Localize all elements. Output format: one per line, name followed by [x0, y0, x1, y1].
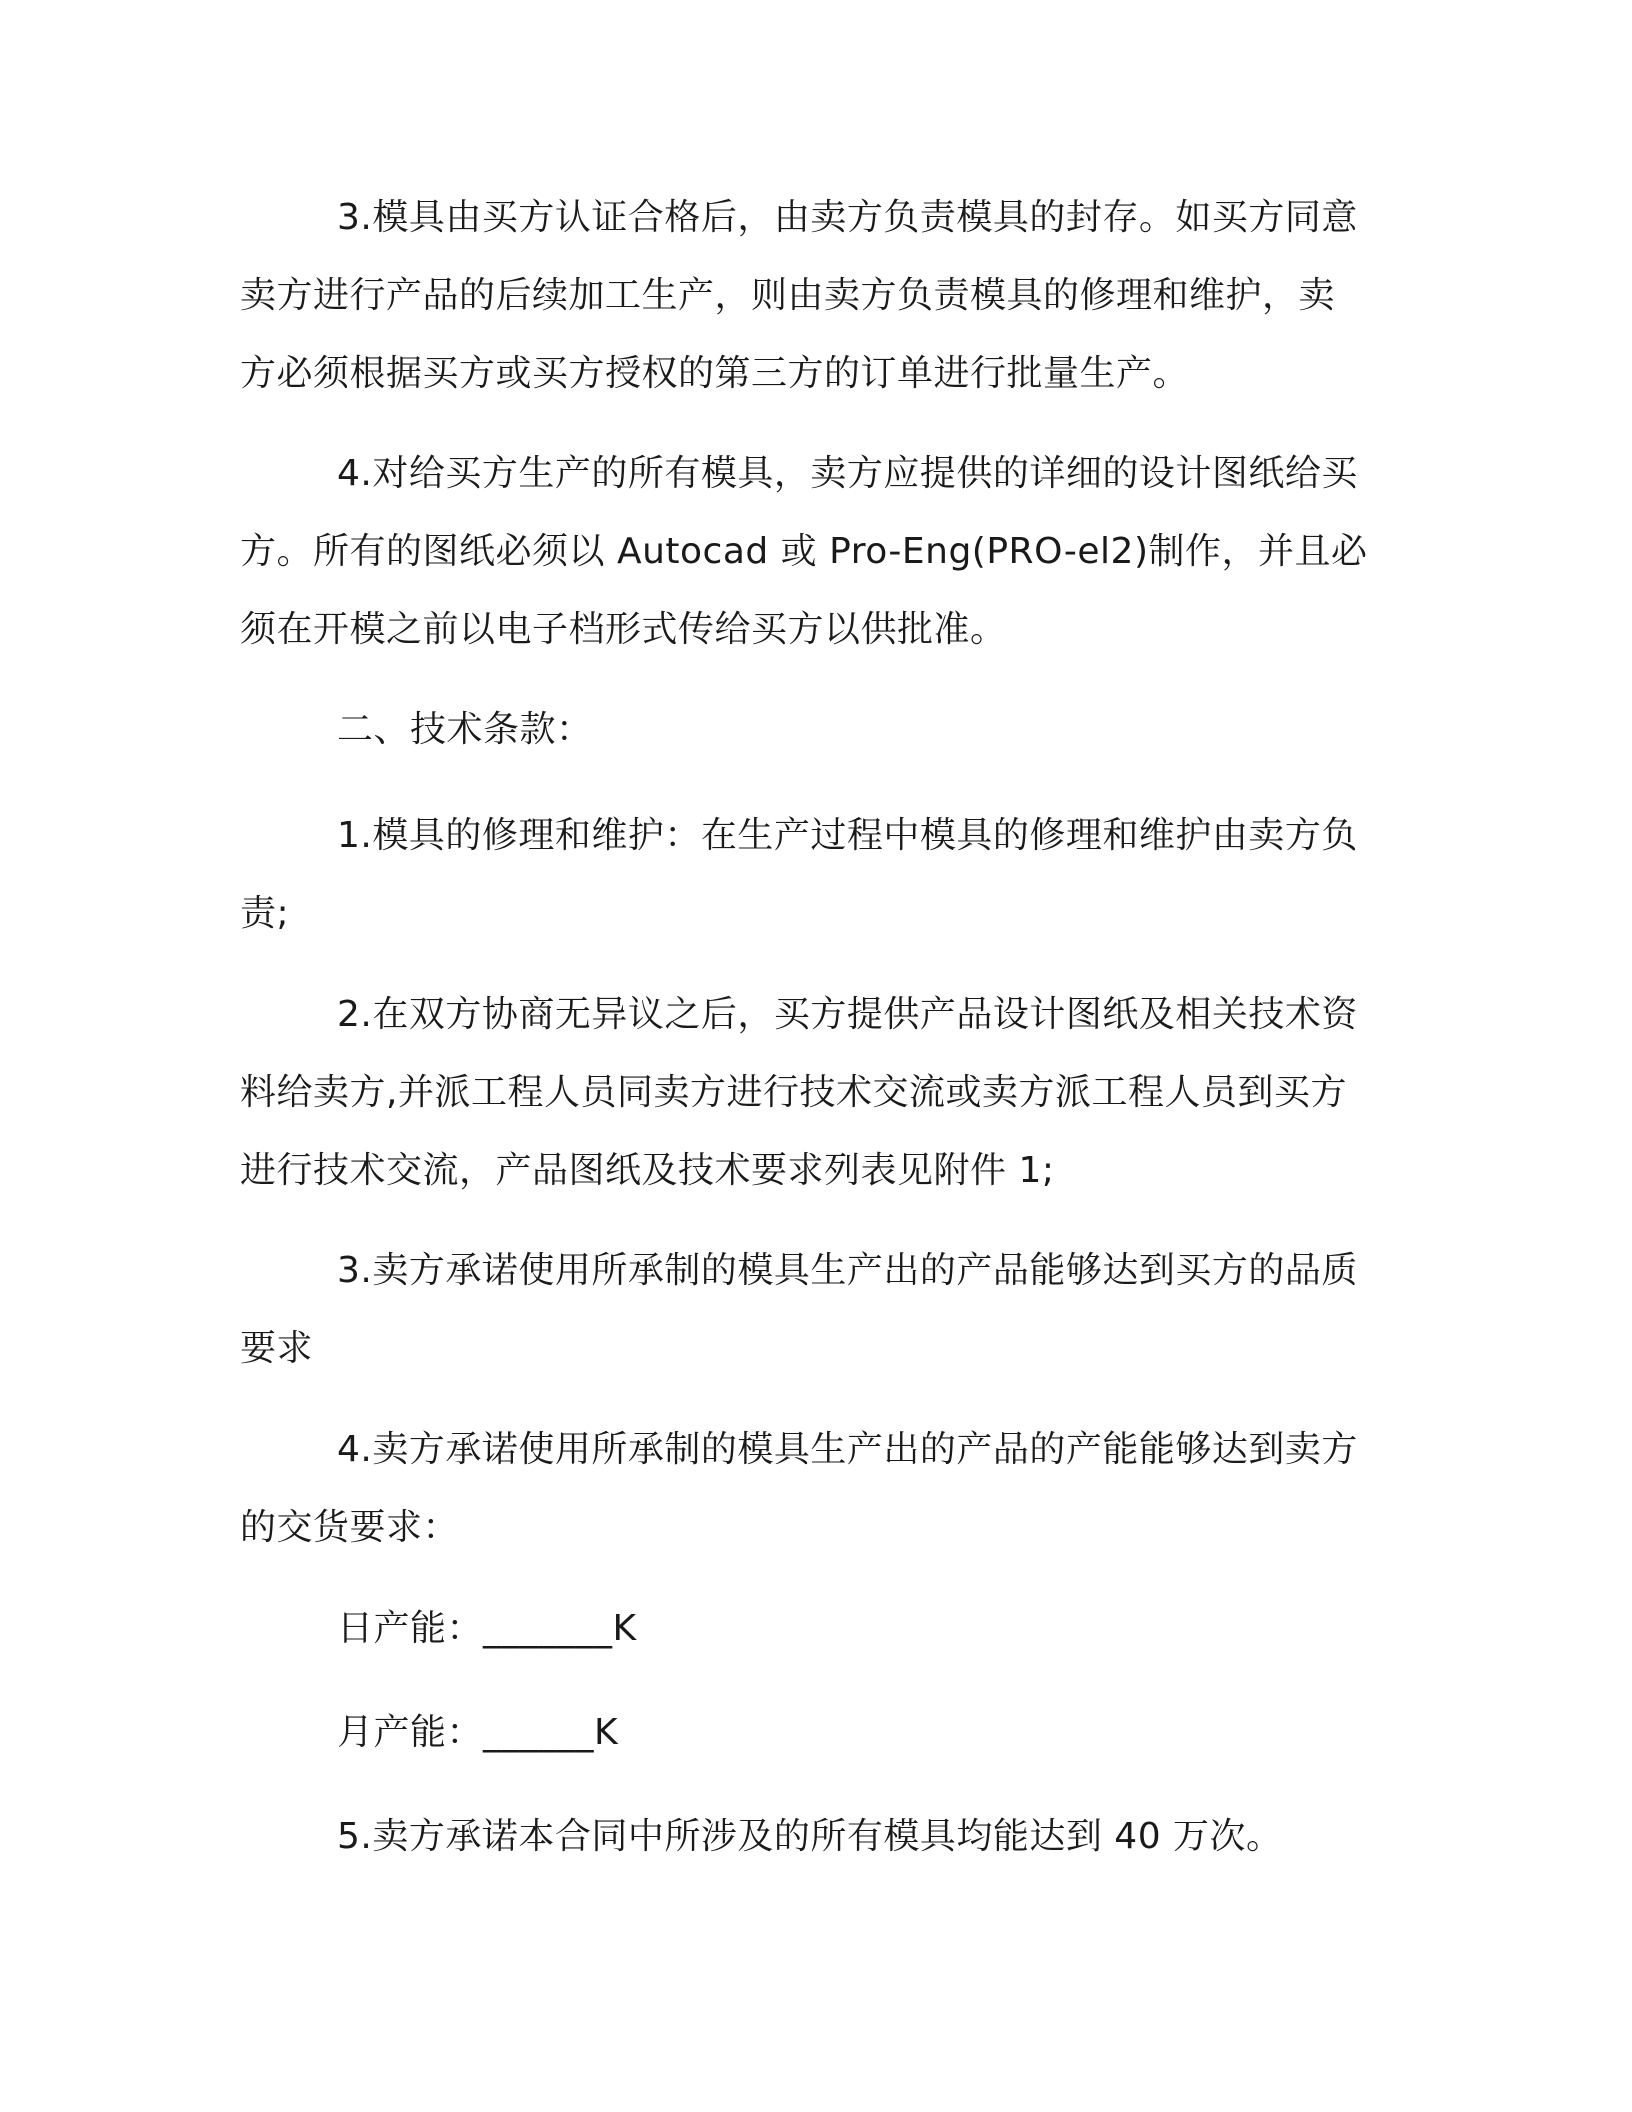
- monthly-capacity-line: 月产能：______K: [337, 1712, 619, 1753]
- daily-capacity-line: 日产能：_______K: [337, 1608, 637, 1649]
- paragraph-repair-maintenance: 1.模具的修理和维护：在生产过程中模具的修理和维护由卖方负责;: [240, 815, 1358, 934]
- paragraph-quality-requirement: 3.卖方承诺使用所承制的模具生产出的产品能够达到买方的品质要求: [240, 1250, 1358, 1369]
- paragraph-design-drawings: 4.对给买方生产的所有模具，卖方应提供的详细的设计图纸给买方。所有的图纸必须以 Autocad 或 Pro-Eng(PRO-el2)制作，并且必须在开模之前以电子档形式传给买方以供批准。: [240, 453, 1368, 650]
- section-heading-technical-terms: 二、技术条款：: [337, 709, 593, 750]
- paragraph-mold-sealing: 3.模具由买方认证合格后，由卖方负责模具的封存。如买方同意卖方进行产品的后续加工生产，则由卖方负责模具的修理和维护，卖方必须根据买方或买方授权的第三方的订单进行批量生产。: [240, 197, 1358, 394]
- paragraph-mold-life: 5.卖方承诺本合同中所涉及的所有模具均能达到 40 万次。: [337, 1816, 1283, 1857]
- paragraph-technical-exchange: 2.在双方协商无异议之后，买方提供产品设计图纸及相关技术资料给卖方,并派工程人员同卖方进行技术交流或卖方派工程人员到买方进行技术交流，产品图纸及技术要求列表见附件 1;: [240, 994, 1358, 1191]
- paragraph-capacity-requirement: 4.卖方承诺使用所承制的模具生产出的产品的产能能够达到卖方的交货要求：: [240, 1429, 1358, 1548]
